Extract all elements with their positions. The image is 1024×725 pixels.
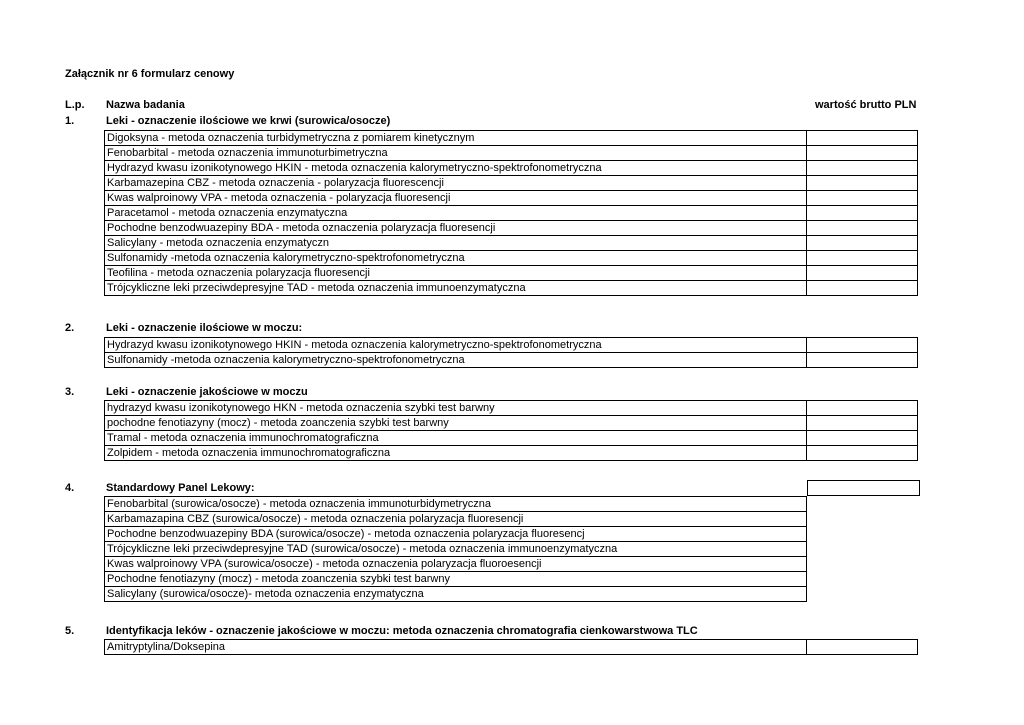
section-number: 5. bbox=[65, 625, 75, 637]
table-row bbox=[105, 131, 918, 146]
section-title: Identyfikacja leków - oznaczenie jakościowe w moczu: metoda oznaczenia chromatografia cienkowarstwowa TLC bbox=[106, 625, 698, 637]
price-cell[interactable] bbox=[807, 131, 918, 146]
table-row bbox=[105, 446, 918, 461]
table-row bbox=[105, 640, 918, 655]
item-name: Fenobarbital - metoda oznaczenia immunoturbimetryczna bbox=[105, 146, 807, 161]
table-row bbox=[105, 572, 807, 587]
table-row bbox=[105, 206, 918, 221]
table-row bbox=[105, 191, 918, 206]
section-number: 1. bbox=[65, 115, 75, 127]
document-title: Załącznik nr 6 formularz cenowy bbox=[65, 68, 235, 80]
item-name: Trójcykliczne leki przeciwdepresyjne TAD - metoda oznaczenia immunoenzymatyczna bbox=[105, 281, 807, 296]
price-table bbox=[104, 400, 918, 461]
item-name: Sulfonamidy -metoda oznaczenia kalorymetryczno-spektrofonometryczna bbox=[105, 251, 807, 266]
table-row bbox=[105, 236, 918, 251]
item-name: Pochodne benzodwuazepiny BDA - metoda oznaczenia polaryzacja fluoresencji bbox=[105, 221, 807, 236]
item-name: Kwas walproinowy VPA (surowica/osocze) - metoda oznaczenia polaryzacja fluoroesencji bbox=[105, 557, 807, 572]
table-row bbox=[105, 512, 807, 527]
table-row bbox=[105, 542, 807, 557]
table-row bbox=[105, 161, 918, 176]
section-title: Leki - oznaczenie ilościowe we krwi (surowica/osocze) bbox=[106, 115, 391, 127]
table-row bbox=[105, 497, 807, 512]
section-number: 2. bbox=[65, 322, 75, 334]
price-cell[interactable] bbox=[807, 146, 918, 161]
item-name: Salicylany (surowica/osocze)- metoda oznaczenia enzymatyczna bbox=[105, 587, 807, 602]
price-cell[interactable] bbox=[807, 431, 918, 446]
price-cell[interactable] bbox=[807, 191, 918, 206]
item-name: Karbamazapina CBZ (surowica/osocze) - metoda oznaczenia polaryzacja fluoresencji bbox=[105, 512, 807, 527]
section-title: Standardowy Panel Lekowy: bbox=[106, 482, 255, 494]
item-name: hydrazyd kwasu izonikotynowego HKN - metoda oznaczenia szybki test barwny bbox=[105, 401, 807, 416]
price-cell[interactable] bbox=[807, 221, 918, 236]
section-title: Leki - oznaczenie ilościowe w moczu: bbox=[106, 322, 303, 334]
item-name: Hydrazyd kwasu izonikotynowego HKIN - metoda oznaczenia kalorymetryczno-spektrofonometryczna bbox=[105, 161, 807, 176]
table-row bbox=[105, 557, 807, 572]
price-cell[interactable] bbox=[807, 640, 918, 655]
item-name: Pochodne fenotiazyny (mocz) - metoda zoanczenia szybki test barwny bbox=[105, 572, 807, 587]
panel-price-cell[interactable] bbox=[807, 480, 920, 496]
item-name: Salicylany - metoda oznaczenia enzymatyczn bbox=[105, 236, 807, 251]
header-name: Nazwa badania bbox=[106, 99, 185, 111]
price-cell[interactable] bbox=[807, 446, 918, 461]
item-name: pochodne fenotiazyny (mocz) - metoda zoanczenia szybki test barwny bbox=[105, 416, 807, 431]
item-name: Teofilina - metoda oznaczenia polaryzacja fluoresencji bbox=[105, 266, 807, 281]
price-table bbox=[104, 337, 918, 368]
price-cell[interactable] bbox=[807, 236, 918, 251]
panel-items-table bbox=[104, 496, 807, 602]
price-cell[interactable] bbox=[807, 281, 918, 296]
price-table bbox=[104, 130, 918, 296]
table-row bbox=[105, 431, 918, 446]
table-row bbox=[105, 401, 918, 416]
section-number: 4. bbox=[65, 482, 75, 494]
item-name: Tramal - metoda oznaczenia immunochromatograficzna bbox=[105, 431, 807, 446]
price-table bbox=[104, 639, 918, 655]
table-row bbox=[105, 527, 807, 542]
table-row bbox=[105, 416, 918, 431]
price-cell[interactable] bbox=[807, 266, 918, 281]
section-title: Leki - oznaczenie jakościowe w moczu bbox=[106, 386, 308, 398]
header-value: wartość brutto PLN bbox=[815, 99, 917, 111]
table-row bbox=[105, 353, 918, 368]
item-name: Pochodne benzodwuazepiny BDA (surowica/osocze) - metoda oznaczenia polaryzacja fluoresencj bbox=[105, 527, 807, 542]
table-row bbox=[105, 281, 918, 296]
table-row bbox=[105, 251, 918, 266]
price-cell[interactable] bbox=[807, 353, 918, 368]
table-row bbox=[105, 338, 918, 353]
price-cell[interactable] bbox=[807, 206, 918, 221]
item-name: Hydrazyd kwasu izonikotynowego HKIN - metoda oznaczenia kalorymetryczno-spektrofonometryczna bbox=[105, 338, 807, 353]
price-cell[interactable] bbox=[807, 338, 918, 353]
table-row bbox=[105, 146, 918, 161]
section-number: 3. bbox=[65, 386, 75, 398]
item-name: Trójcykliczne leki przeciwdepresyjne TAD (surowica/osocze) - metoda oznaczenia immunoenzymatyczna bbox=[105, 542, 807, 557]
item-name: Sulfonamidy -metoda oznaczenia kalorymetryczno-spektrofonometryczna bbox=[105, 353, 807, 368]
item-name: Digoksyna - metoda oznaczenia turbidymetryczna z pomiarem kinetycznym bbox=[105, 131, 807, 146]
item-name: Zolpidem - metoda oznaczenia immunochromatograficzna bbox=[105, 446, 807, 461]
price-cell[interactable] bbox=[807, 416, 918, 431]
item-name: Kwas walproinowy VPA - metoda oznaczenia - polaryzacja fluoresencji bbox=[105, 191, 807, 206]
table-row bbox=[105, 266, 918, 281]
price-cell[interactable] bbox=[807, 251, 918, 266]
table-row bbox=[105, 587, 807, 602]
table-row bbox=[105, 176, 918, 191]
price-cell[interactable] bbox=[807, 176, 918, 191]
header-lp: L.p. bbox=[65, 99, 85, 111]
item-name: Paracetamol - metoda oznaczenia enzymatyczna bbox=[105, 206, 807, 221]
item-name: Karbamazepina CBZ - metoda oznaczenia - polaryzacja fluorescencji bbox=[105, 176, 807, 191]
price-cell[interactable] bbox=[807, 161, 918, 176]
item-name: Fenobarbital (surowica/osocze) - metoda oznaczenia immunoturbidymetryczna bbox=[105, 497, 807, 512]
price-cell[interactable] bbox=[807, 401, 918, 416]
table-row bbox=[105, 221, 918, 236]
item-name: Amitryptylina/Doksepina bbox=[105, 640, 807, 655]
